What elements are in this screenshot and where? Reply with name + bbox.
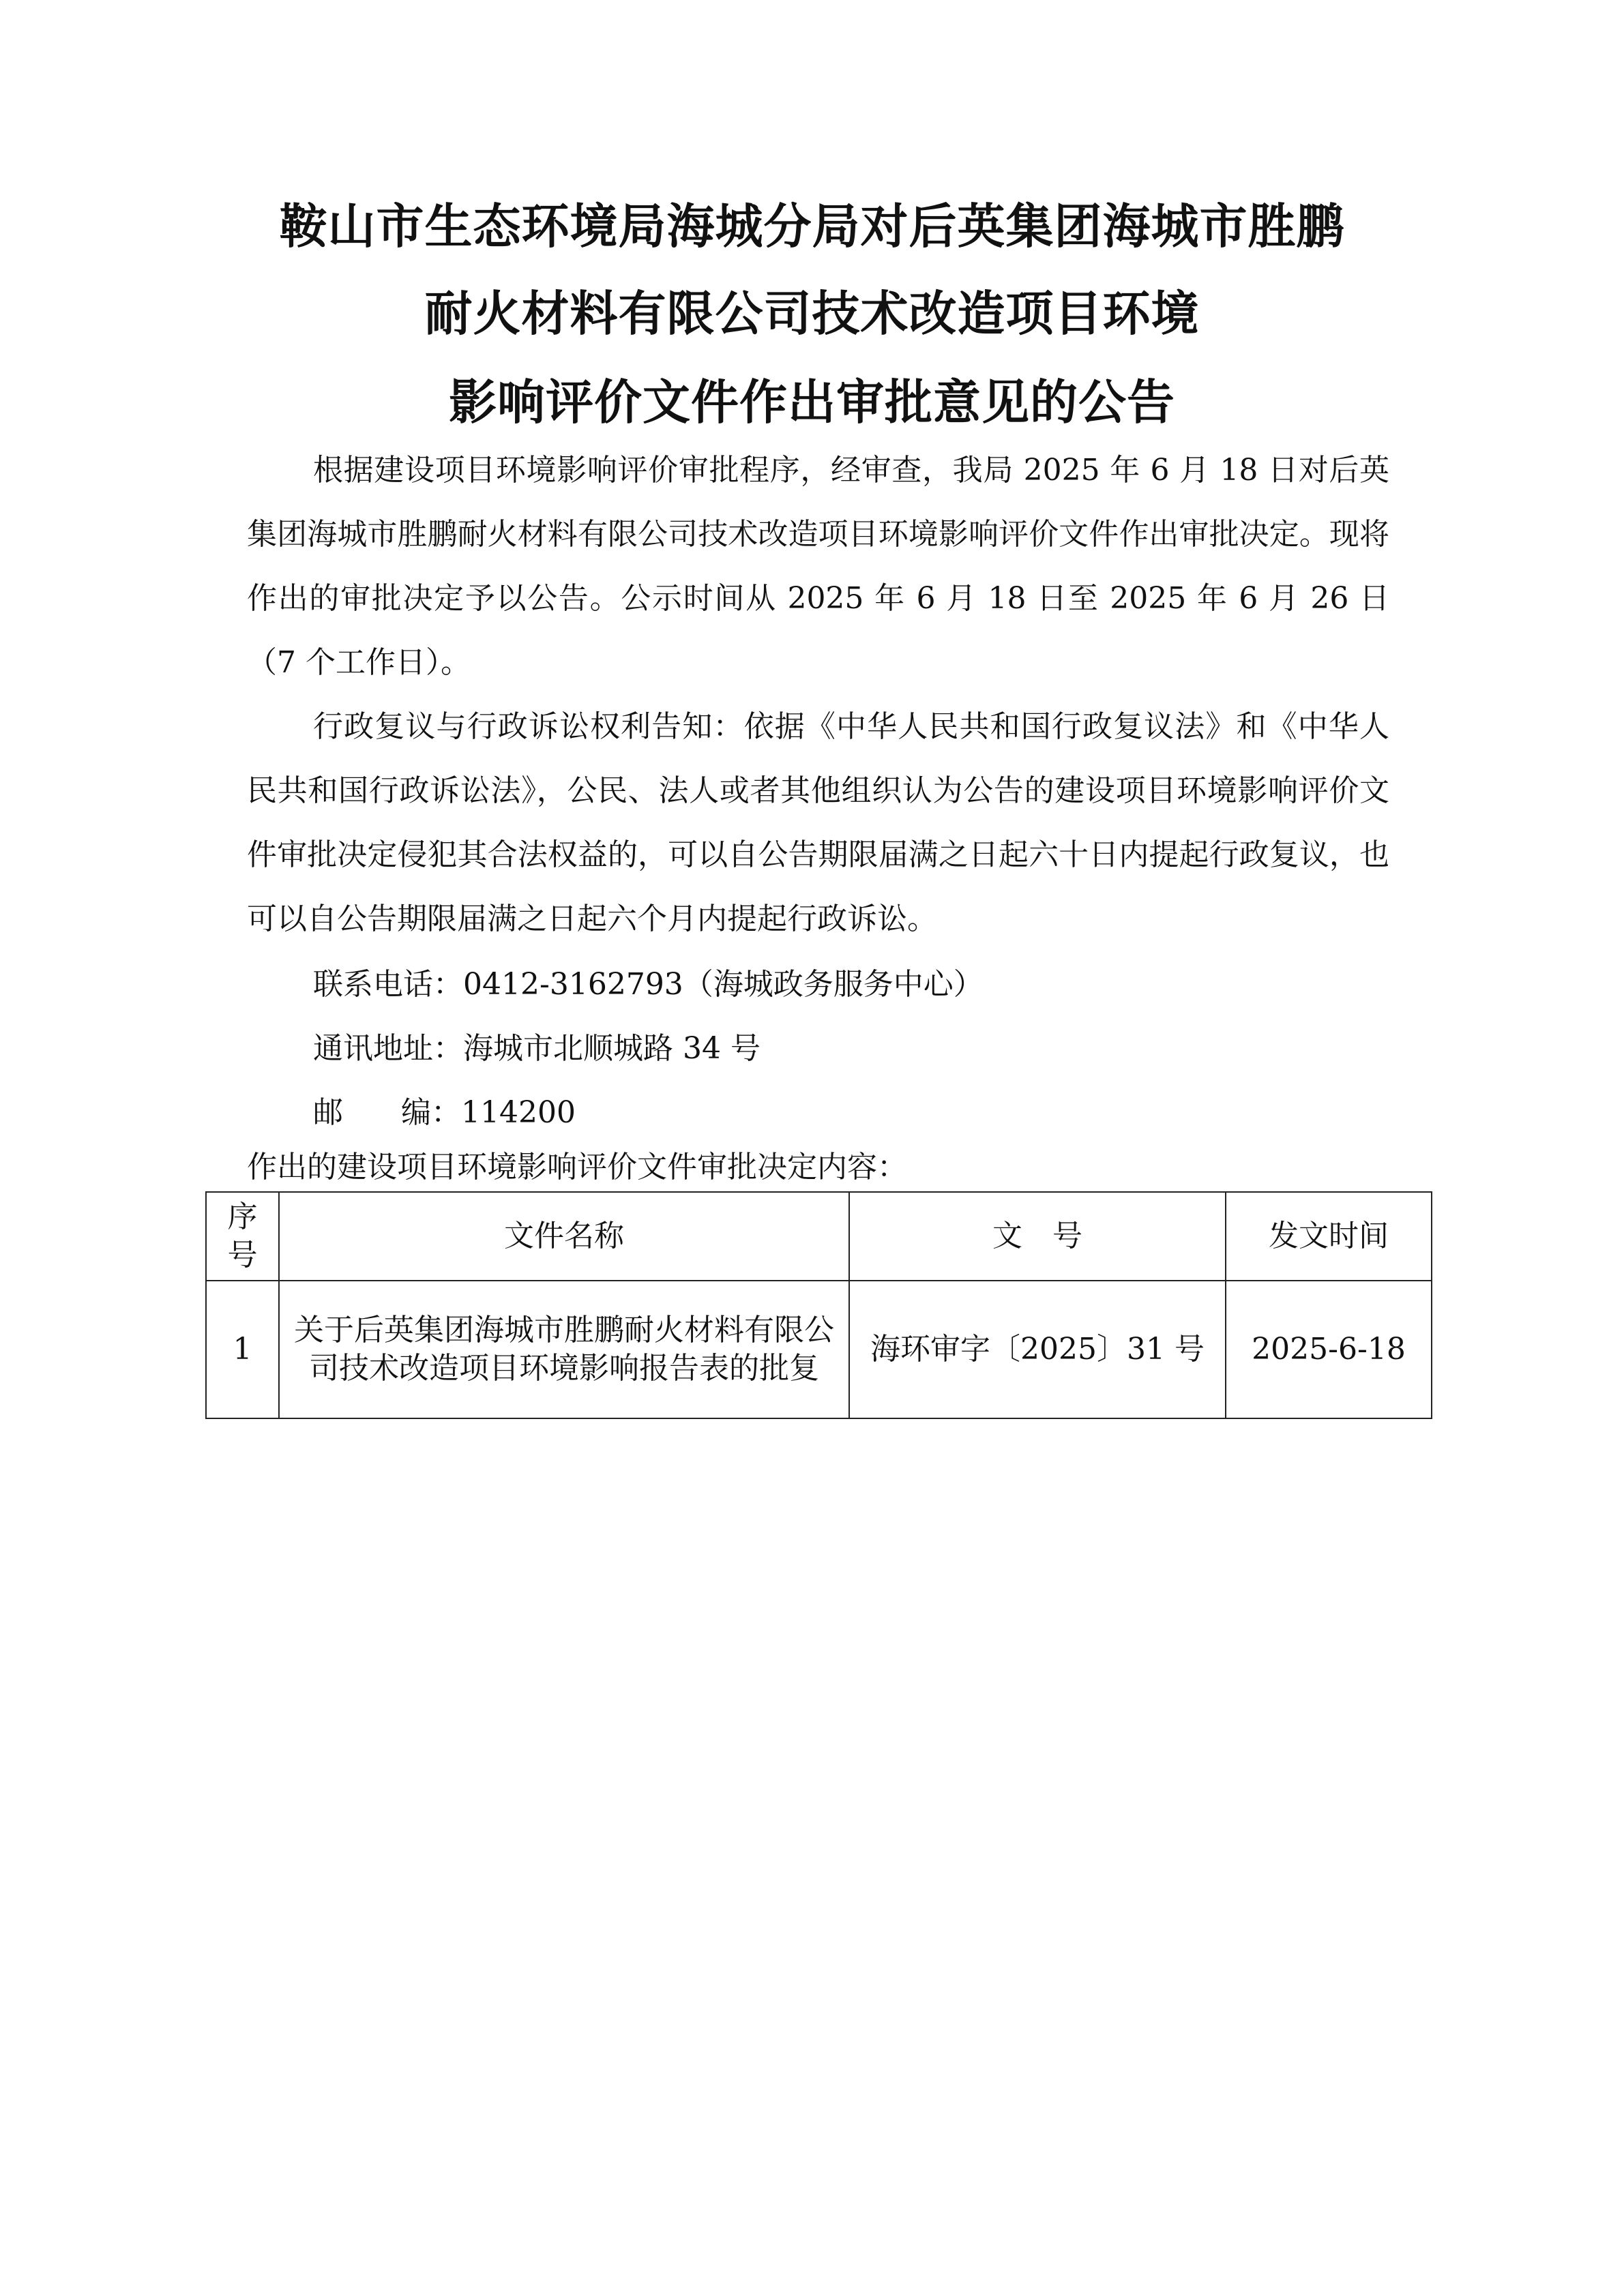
postcode-label-part-1: 邮 (313, 1095, 343, 1130)
header-issue-date: 发文时间 (1226, 1192, 1432, 1281)
rights-notice-paragraph: 行政复议与行政诉讼权利告知：依据《中华人民共和国行政复议法》和《中华人民共和国行政诉讼法》，公民、法人或者其他组织认为公告的建设项目环境影响评价文件审批决定侵犯其合法权益的，可以自公告期限届满之日起六十日内提起行政复议，也可以自公告期限届满之日起六个月内提起行政诉讼。 (247, 709, 1389, 936)
cell-document-number: 海环审字〔2025〕31 号 (849, 1281, 1226, 1418)
contact-postcode-value: 114200 (461, 1095, 576, 1130)
table-row (206, 1281, 1432, 1418)
cell-document-name: 关于后英集团海城市胜鹏耐火材料有限公司技术改造项目环境影响报告表的批复 (279, 1281, 849, 1418)
contact-address (313, 1028, 761, 1069)
announcement-paragraph: 根据建设项目环境影响评价审批程序，经审查，我局 2025 年 6 月 18 日对后英集团海城市胜鹏耐火材料有限公司技术改造项目环境影响评价文件作出审批决定。现将作出的审批决定予以公告。公示时间从 2025 年 6 月 18 日至 2025 年 6 月 26 日（7 个工作日）。 (247, 453, 1389, 680)
contact-phone-value: 0412-3162793（海城政务服务中心） (463, 967, 984, 1002)
title-line-3: 影响评价文件作出审批意见的公告 (449, 374, 1175, 430)
header-document-number: 文 号 (849, 1192, 1226, 1281)
header-seq-line-2: 号 (227, 1238, 258, 1272)
contact-address-label: 通讯地址： (313, 1031, 463, 1066)
contact-postcode-label (313, 1092, 461, 1133)
table-intro: 作出的建设项目环境影响评价文件审批决定内容： (247, 1150, 907, 1184)
decisions-table (205, 1191, 1432, 1419)
header-seq-line-1: 序 (227, 1199, 258, 1234)
table-header-row (206, 1192, 1432, 1281)
cell-issue-date: 2025-6-18 (1226, 1281, 1432, 1418)
postcode-label-part-2: 编： (401, 1095, 461, 1130)
contact-address-value: 海城市北顺城路 34 号 (463, 1031, 761, 1066)
contact-phone (313, 964, 984, 1005)
header-document-name: 文件名称 (279, 1192, 849, 1281)
title-line-1: 鞍山市生态环境局海城分局对后英集团海城市胜鹏 (279, 198, 1345, 254)
header-seq (206, 1192, 279, 1281)
cell-seq: 1 (206, 1281, 279, 1418)
title-line-2: 耐火材料有限公司技术改造项目环境 (424, 286, 1200, 342)
contact-phone-label: 联系电话： (313, 967, 463, 1002)
contact-postcode (313, 1092, 576, 1133)
